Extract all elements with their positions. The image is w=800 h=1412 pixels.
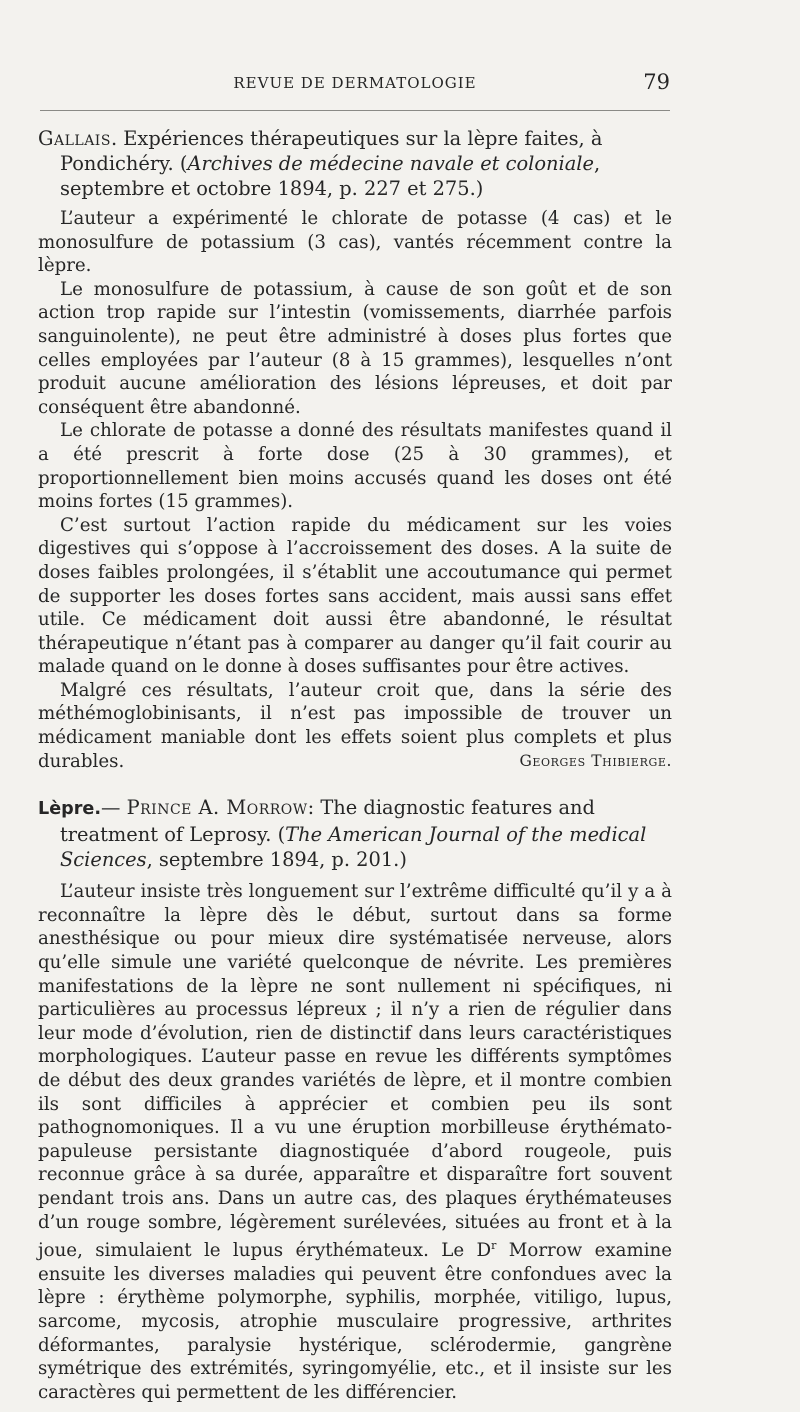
paragraph [38, 880, 672, 1404]
paragraph-text: L’auteur insiste très longuement sur l’extrême difficulté qu’il y a à reconnaître la lèpre dès le début, surtout dans sa forme anesthésique ou pour mieux dire systématisée nerveuse, alors qu’elle simule une variété quelconque de névrite. Les premières manifestations de la lèpre ne sont nullement ni spécifiques, ni particulières au processus lépreux ; il n’y a rien de régulier dans leur mode d’évolution, rien de distinctif dans leurs caractéristiques morphologiques. L’auteur passe en revue les différents symptômes de début des deux grandes variétés de lèpre, et il montre combien ils sont difficiles à apprécier et combien peu ils sont pathognomoniques. Il a vu une éruption morbilleuse érythémato-papuleuse persistante diagnostiquée d’abord rougeole, puis reconnue grâce à sa durée, apparaître et disparaître fort souvent pendant trois ans. Dans un autre cas, des plaques érythémateuses d’un rouge sombre, légèrement surélevées, situées au front et à la joue, simulaient le lupus érythémateux. Le D [38, 881, 672, 1262]
journal-title: The American Journal of the medical Sciences [60, 823, 647, 872]
paragraph: L’auteur a expérimenté le chlorate de potasse (4 cas) et le monosulfure de potassium (3 cas), vantés récemment contre la lèpre. [38, 208, 672, 277]
paragraph-text-cont: Morrow examine ensuite les diverses maladies qui peuvent être confondues avec la lèpre : érythème polymorphe, syphilis, morphée, vitiligo, lupus, sarcome, mycosis, atrophie musculaire progressive, arthrites déformantes, paralysie hystérique, sclérodermie, gangrène symétrique des extrémités, syringomyélie, etc., et il insiste sur les caractères qui permettent de les différencier. [38, 1240, 672, 1403]
running-title: REVUE DE DERMATOLOGIE [233, 74, 477, 92]
review-entry-gallais [38, 126, 672, 773]
header-rule [40, 110, 670, 111]
page-body [38, 126, 672, 1412]
open-paren: ( [179, 152, 188, 175]
paragraph-last [38, 679, 672, 773]
entry-author: Gallais [38, 127, 111, 150]
entry-citation [38, 795, 672, 872]
page-header [40, 70, 670, 100]
reviewer-signature: Georges Thibierge. [519, 751, 672, 770]
paragraph-text: Malgré ces résultats, l’auteur croit que, dans la série des méthémoglobinisants, il n’est pas impossible de trouver un médicament maniable dont les effets soient plus complets et plus durables. [38, 679, 672, 772]
section-label: Lèpre. [38, 799, 102, 820]
open-paren: ( [271, 823, 286, 847]
dash: — [101, 796, 127, 820]
entry-title: . Expériences thérapeutiques sur la lèpre faites, à Pondichéry. [60, 127, 603, 175]
entry-author: Prince A. Morrow [126, 796, 308, 820]
superscript: r [491, 1239, 497, 1253]
review-entry-morrow [38, 795, 672, 1404]
source-details: , septembre 1894, p. 201.) [146, 848, 407, 872]
paragraph: Le monosulfure de potassium, à cause de son goût et de son action trop rapide sur l’intestin (vomissements, diarrhée parfois sanguinolente), ne peut être administré à doses plus fortes que celles employées par l’auteur (8 à 15 grammes), lesquelles n’ont produit aucune amélioration des lésions lépreuses, et doit par conséquent être abandonné. [38, 278, 672, 418]
paragraph: Le chlorate de potasse a donné des résultats manifestes quand il a été prescrit à forte dose (25 à 30 grammes), et proportionnellement bien moins accusés quand les doses ont été moins fortes (15 grammes). [38, 420, 672, 513]
page-number: 79 [643, 70, 670, 94]
entry-citation [38, 126, 672, 201]
source-details: , septembre et octobre 1894, p. 227 et 275.) [60, 152, 601, 200]
entry-title: : The diagnostic features and treatment of Leprosy. [60, 796, 595, 847]
journal-title: Archives de médecine navale et coloniale [187, 152, 594, 175]
paragraph: C’est surtout l’action rapide du médicament sur les voies digestives qui s’oppose à l’accroissement des doses. A la suite de doses faibles prolongées, il s’établit une accoutumance qui permet de supporter les doses fortes sans accident, mais aussi sans effet utile. Ce médicament doit aussi être abandonné, le résultat thérapeutique n’étant pas à comparer au danger qu’il fait courir au malade quand on le donne à doses suffisantes pour être actives. [38, 514, 672, 678]
